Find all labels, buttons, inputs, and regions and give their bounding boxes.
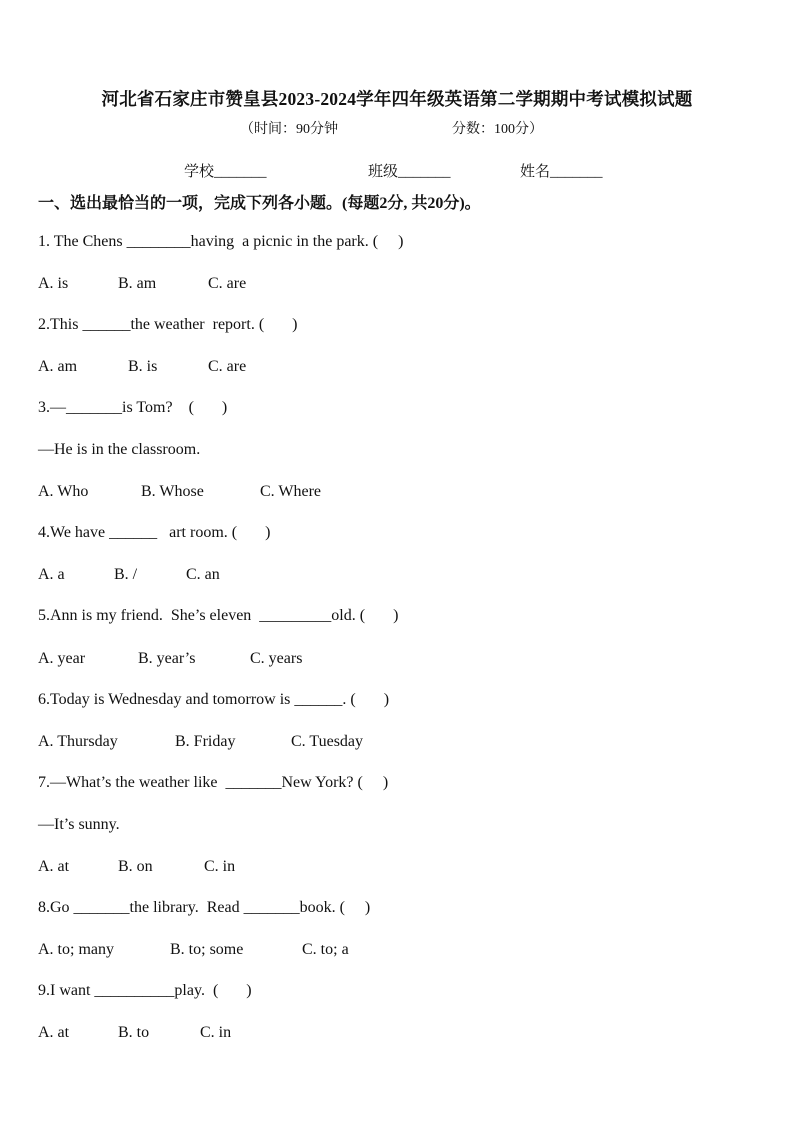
question-stem: 9.I want __________play. ( ) <box>38 982 252 999</box>
option-a: A. Who <box>38 483 89 500</box>
option-a: A. am <box>38 358 78 375</box>
option-c: C. to; a <box>302 941 349 958</box>
exam-score: 分数：100分） <box>452 122 543 137</box>
exam-time: （时间：90分钟 <box>240 122 338 137</box>
option-a: A. a <box>38 566 65 583</box>
exam-title: 河北省石家庄市赞皇县2023-2024学年四年级英语第二学期期中考试模拟试题 <box>101 89 693 109</box>
option-a: A. to; many <box>38 941 114 958</box>
question-answer-line: —He is in the classroom. <box>38 441 201 458</box>
section-heading: 一、选出最恰当的一项，完成下列各小题。(每题2分, 共20分)。 <box>38 195 481 212</box>
option-c: C. in <box>204 858 236 875</box>
option-b: B. / <box>114 566 138 583</box>
option-c: C. years <box>250 650 303 667</box>
question-stem: 3.—_______is Tom? ( ) <box>38 399 228 416</box>
option-b: B. to; some <box>170 941 244 958</box>
question-stem: 8.Go _______the library. Read _______book. ( ) <box>38 899 371 916</box>
class-field: 班级_______ <box>368 164 451 180</box>
option-b: B. to <box>118 1024 150 1041</box>
option-a: A. year <box>38 650 86 667</box>
option-c: C. Tuesday <box>291 733 364 750</box>
option-b: B. is <box>128 358 158 375</box>
option-c: C. are <box>208 275 247 292</box>
option-a: A. Thursday <box>38 733 118 750</box>
option-c: C. an <box>186 566 220 583</box>
question-stem: 2.This ______the weather report. ( ) <box>38 316 298 333</box>
option-a: A. at <box>38 858 70 875</box>
option-b: B. year’s <box>138 650 196 667</box>
option-a: A. is <box>38 275 69 292</box>
question-stem: 6.Today is Wednesday and tomorrow is ______. ( ) <box>38 691 390 708</box>
option-c: C. are <box>208 358 247 375</box>
question-stem: 4.We have ______ art room. ( ) <box>38 524 271 541</box>
name-field: 姓名_______ <box>520 164 603 180</box>
question-answer-line: —It’s sunny. <box>38 816 120 833</box>
option-c: C. in <box>200 1024 232 1041</box>
option-a: A. at <box>38 1024 70 1041</box>
option-b: B. on <box>118 858 153 875</box>
question-stem: 5.Ann is my friend. She’s eleven _________old. ( ) <box>38 607 399 624</box>
option-b: B. Friday <box>175 733 236 750</box>
question-stem: 1. The Chens ________having a picnic in the park. ( ) <box>38 233 404 250</box>
question-stem: 7.—What’s the weather like _______New York? ( ) <box>38 774 389 791</box>
option-b: B. am <box>118 275 157 292</box>
school-field: 学校_______ <box>184 164 267 180</box>
option-b: B. Whose <box>141 483 204 500</box>
option-c: C. Where <box>260 483 322 500</box>
